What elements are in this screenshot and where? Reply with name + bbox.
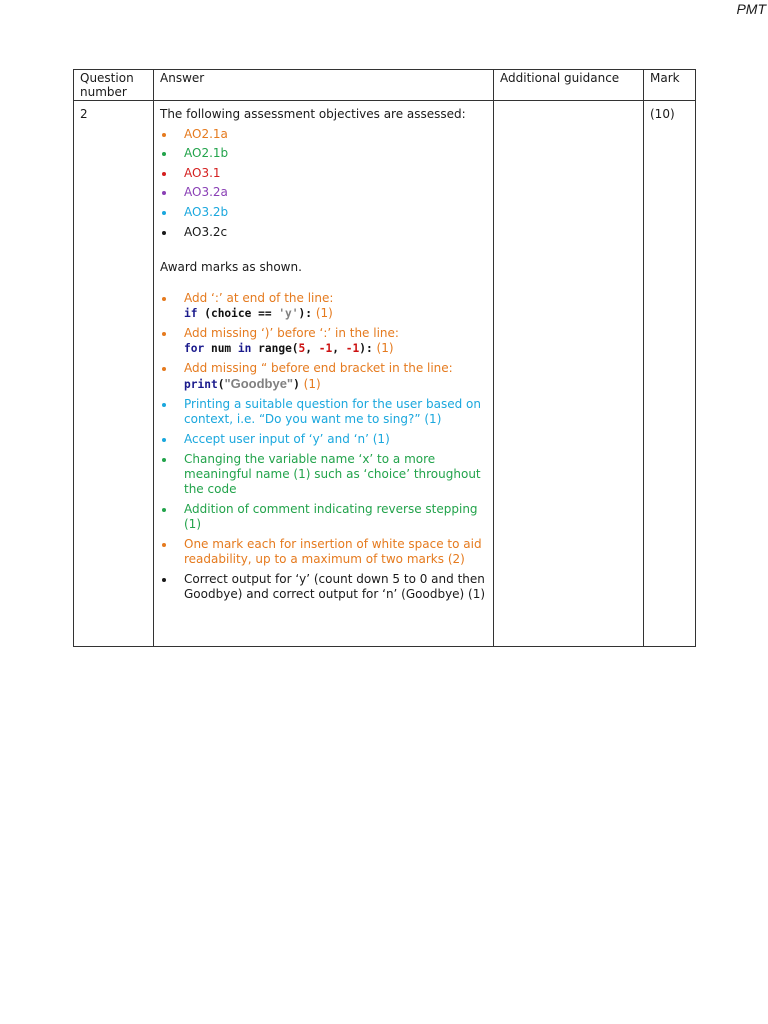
- code-snippet: [184, 342, 373, 355]
- code-token: print: [184, 377, 218, 391]
- header-question-number: Question number: [74, 70, 154, 101]
- mark-item: [160, 291, 487, 321]
- bullet-icon: [162, 367, 166, 371]
- objective-code: AO2.1b: [184, 146, 229, 161]
- bullet-icon: [162, 172, 166, 176]
- mark-item: [160, 397, 487, 427]
- mark-item: [160, 361, 487, 392]
- bullet-icon: [162, 297, 166, 301]
- bullet-icon: [162, 458, 166, 462]
- table-row: [74, 101, 696, 647]
- code-token: ): [293, 377, 300, 391]
- bullet-icon: [162, 231, 166, 235]
- objective-item: [160, 205, 487, 220]
- header-row: [74, 70, 696, 101]
- mark-item-text: Accept user input of ‘y’ and ‘n’ (1): [184, 431, 390, 446]
- objective-item: [160, 166, 487, 181]
- mark-value: (1): [372, 340, 394, 355]
- mark-item: [160, 326, 487, 356]
- header-mark: Mark: [644, 70, 696, 101]
- mark-item-text: Add missing ‘)’ before ‘:’ in the line:: [184, 325, 399, 340]
- question-number-cell: 2: [74, 101, 154, 647]
- mark-item: [160, 432, 487, 447]
- code-token: if: [184, 306, 205, 320]
- mark-cell: (10): [644, 101, 696, 647]
- mark-item-text: Correct output for ‘y’ (count down 5 to 0 and then Goodbye) and correct output for ‘n’ (Goodbye) (1): [184, 571, 486, 601]
- objective-item: [160, 146, 487, 161]
- bullet-icon: [162, 191, 166, 195]
- code-snippet: [184, 375, 300, 391]
- mark-item-text: Add ‘:’ at end of the line:: [184, 290, 334, 305]
- code-token: range(: [258, 341, 299, 355]
- code-token: ):: [298, 306, 313, 320]
- bullet-icon: [162, 211, 166, 215]
- code-token: (choice ==: [204, 306, 279, 320]
- additional-guidance-cell: [494, 101, 644, 647]
- mark-scheme-table: [73, 69, 696, 647]
- code-token: 5: [298, 341, 306, 355]
- bullet-icon: [162, 578, 166, 582]
- code-token: for: [184, 341, 211, 355]
- bullet-icon: [162, 403, 166, 407]
- code-token: -1: [345, 341, 360, 355]
- code-token: num: [210, 341, 238, 355]
- code-token: ):: [359, 341, 373, 355]
- mark-value: (1): [299, 376, 321, 391]
- code-token: ,: [305, 341, 319, 355]
- bullet-icon: [162, 438, 166, 442]
- header-answer: Answer: [154, 70, 494, 101]
- code-token: 'y': [278, 306, 299, 320]
- code-token: (: [217, 377, 225, 391]
- mark-item-text: Changing the variable name ‘x’ to a more meaningful name (1) such as ‘choice’ throughout the code: [184, 451, 481, 496]
- mark-item: [160, 537, 487, 567]
- mark-item-text: Add missing “ before end bracket in the line:: [184, 360, 453, 375]
- objective-code: AO3.2c: [184, 224, 228, 239]
- code-token: "Goodbye": [224, 375, 294, 391]
- mark-item: [160, 572, 487, 602]
- page-marker: PMT: [736, 1, 766, 17]
- bullet-icon: [162, 332, 166, 336]
- header-additional-guidance: Additional guidance: [494, 70, 644, 101]
- objective-code: AO3.2b: [184, 204, 229, 219]
- objective-code: AO3.1: [184, 165, 221, 180]
- mark-item-text: Addition of comment indicating reverse stepping (1): [184, 501, 478, 531]
- code-token: ,: [332, 341, 346, 355]
- award-text: Award marks as shown.: [160, 259, 302, 274]
- bullet-icon: [162, 152, 166, 156]
- objective-code: AO3.2a: [184, 185, 228, 200]
- marks-list: [160, 291, 487, 602]
- code-token: -1: [318, 341, 333, 355]
- answer-cell: [154, 101, 494, 647]
- objectives-list: [160, 127, 487, 240]
- mark-item-text: Printing a suitable question for the user based on context, i.e. “Do you want me to sing?” (1): [184, 396, 481, 426]
- bullet-icon: [162, 543, 166, 547]
- bullet-icon: [162, 133, 166, 137]
- mark-item: [160, 502, 487, 532]
- code-snippet: [184, 307, 312, 320]
- objective-item: [160, 185, 487, 200]
- mark-item: [160, 452, 487, 497]
- mark-value: (1): [312, 305, 333, 320]
- objective-item: [160, 127, 487, 142]
- objective-item: [160, 225, 487, 240]
- objective-code: AO2.1a: [184, 126, 228, 141]
- bullet-icon: [162, 508, 166, 512]
- answer-intro: The following assessment objectives are assessed:: [160, 107, 466, 121]
- mark-item-text: One mark each for insertion of white space to aid readability, up to a maximum of two marks (2): [184, 536, 482, 566]
- code-token: in: [237, 341, 259, 355]
